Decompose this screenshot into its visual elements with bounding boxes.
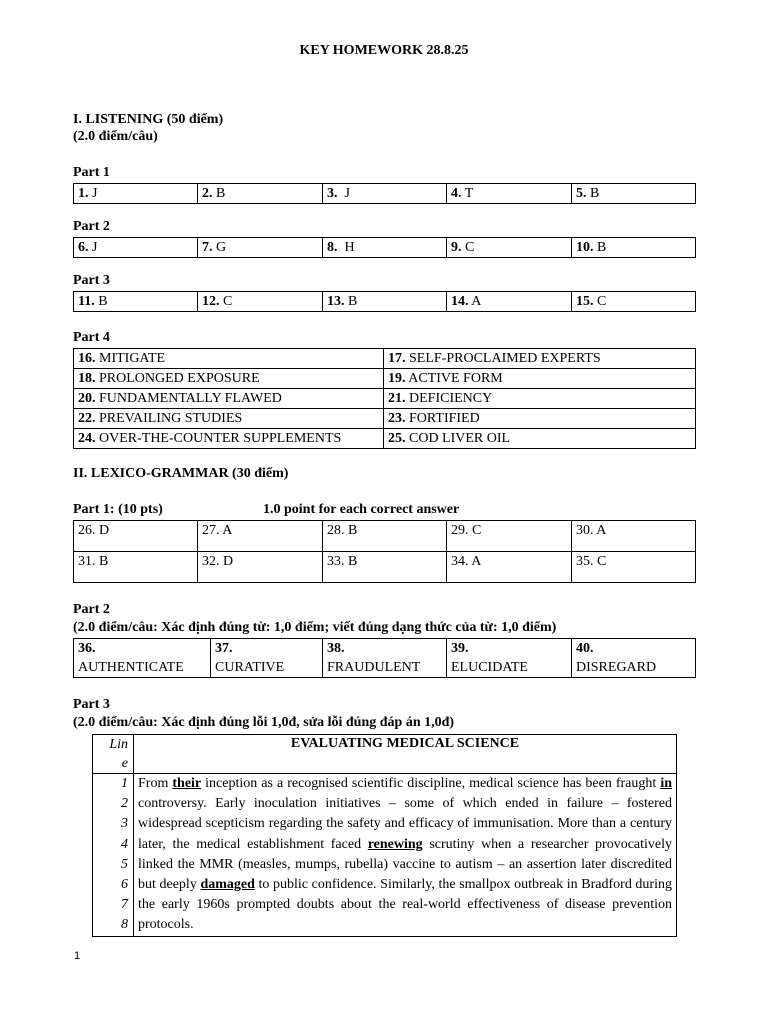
answer-cell: 32. D xyxy=(198,552,323,583)
answer-cell: 10. B xyxy=(572,238,696,258)
answer-cell: 11. B xyxy=(74,292,198,312)
answer-cell: 20. FUNDAMENTALLY FLAWED xyxy=(74,389,384,409)
answer-cell: 38. FRAUDULENT xyxy=(323,639,447,678)
answer-cell: 33. B xyxy=(323,552,447,583)
answer-cell: 6. J xyxy=(74,238,198,258)
answer-cell: 5. B xyxy=(572,184,696,204)
answer-cell: 23. FORTIFIED xyxy=(384,409,696,429)
lexico-part2-label: Part 2 xyxy=(73,602,110,617)
answer-cell: 36. AUTHENTICATE xyxy=(74,639,211,678)
page-title: KEY HOMEWORK 28.8.25 xyxy=(299,43,469,58)
lexico-part3-note: (2.0 điểm/câu: Xác định đúng lỗi 1,0đ, sửa lỗi đúng đáp án 1,0đ) xyxy=(73,715,455,730)
lexico-part3-label: Part 3 xyxy=(73,697,110,712)
answer-cell: 37. CURATIVE xyxy=(211,639,323,678)
answer-cell: 35. C xyxy=(572,552,696,583)
answer-cell: 26. D xyxy=(74,521,198,552)
error-word: their xyxy=(172,776,202,791)
answer-cell: 29. C xyxy=(447,521,572,552)
answer-cell: 40. DISREGARD xyxy=(572,639,696,678)
part2-label: Part 2 xyxy=(73,219,110,234)
answer-cell: 28. B xyxy=(323,521,447,552)
answer-cell: 21. DEFICIENCY xyxy=(384,389,696,409)
answer-cell: 12. C xyxy=(198,292,323,312)
error-correction-table xyxy=(92,734,677,937)
answer-cell: 30. A xyxy=(572,521,696,552)
answer-cell: 27. A xyxy=(198,521,323,552)
answer-cell: 24. OVER-THE-COUNTER SUPPLEMENTS xyxy=(74,429,384,449)
answer-cell: 39. ELUCIDATE xyxy=(447,639,572,678)
lexico-part1-note: 1.0 point for each correct answer xyxy=(263,502,460,517)
part4-answer-table xyxy=(73,348,696,449)
page-number: 1 xyxy=(74,950,81,962)
lexico-part1-table xyxy=(73,520,696,583)
passage-title: EVALUATING MEDICAL SCIENCE xyxy=(134,735,677,774)
line-numbers: 1 2 3 4 5 6 7 8 xyxy=(93,774,134,937)
error-word: in xyxy=(660,776,672,791)
part2-answer-table xyxy=(73,237,696,258)
answer-cell: 4. T xyxy=(447,184,572,204)
part3-label: Part 3 xyxy=(73,273,110,288)
answer-cell: 13. B xyxy=(323,292,447,312)
part1-label: Part 1 xyxy=(73,165,110,180)
answer-cell: 8. H xyxy=(323,238,447,258)
part3-answer-table xyxy=(73,291,696,312)
answer-cell: 1. J xyxy=(74,184,198,204)
answer-cell: 25. COD LIVER OIL xyxy=(384,429,696,449)
listening-subheading: (2.0 điểm/câu) xyxy=(73,129,158,144)
answer-cell: 17. SELF-PROCLAIMED EXPERTS xyxy=(384,349,696,369)
answer-cell: 15. C xyxy=(572,292,696,312)
answer-cell: 31. B xyxy=(74,552,198,583)
answer-cell: 34. A xyxy=(447,552,572,583)
answer-cell: 22. PREVAILING STUDIES xyxy=(74,409,384,429)
lexico-part2-table xyxy=(73,638,696,678)
line-column-header: Lin e xyxy=(93,735,134,774)
listening-heading: I. LISTENING (50 điểm) xyxy=(73,112,224,127)
answer-cell: 16. MITIGATE xyxy=(74,349,384,369)
lexico-part1-label: Part 1: (10 pts) xyxy=(73,502,163,517)
lexico-part2-note: (2.0 điểm/câu: Xác định đúng từ: 1,0 điểm; viết đúng dạng thức của từ: 1,0 điểm) xyxy=(73,620,557,635)
answer-cell: 2. B xyxy=(198,184,323,204)
error-word: renewing xyxy=(367,836,423,852)
part1-answer-table xyxy=(73,183,696,204)
lexico-heading: II. LEXICO-GRAMMAR (30 điểm) xyxy=(73,466,289,481)
part4-label: Part 4 xyxy=(73,330,110,345)
answer-cell: 19. ACTIVE FORM xyxy=(384,369,696,389)
answer-cell: 18. PROLONGED EXPOSURE xyxy=(74,369,384,389)
answer-cell: 3. J xyxy=(323,184,447,204)
answer-cell: 9. C xyxy=(447,238,572,258)
answer-cell: 7. G xyxy=(198,238,323,258)
passage-text: From their inception as a recognised scientific discipline, medical science has been fraught in controversy. Early inoculation initiatives – some of which ended in failure – fostered widespread scepticism regarding the safety and efficacy of immunisation. More than a century later, the medical establishment faced renewing scrutiny when a researcher provocatively linked the MMR (measles, mumps, rubella) vaccine to autism – an assertion later discredited but deeply damaged to public confidence. Similarly, the smallpox outbreak in Bradford during the early 1960s prompted doubts about the real-world effectiveness of disease prevention protocols. xyxy=(134,774,677,937)
answer-cell: 14. A xyxy=(447,292,572,312)
error-word: damaged xyxy=(200,877,255,893)
